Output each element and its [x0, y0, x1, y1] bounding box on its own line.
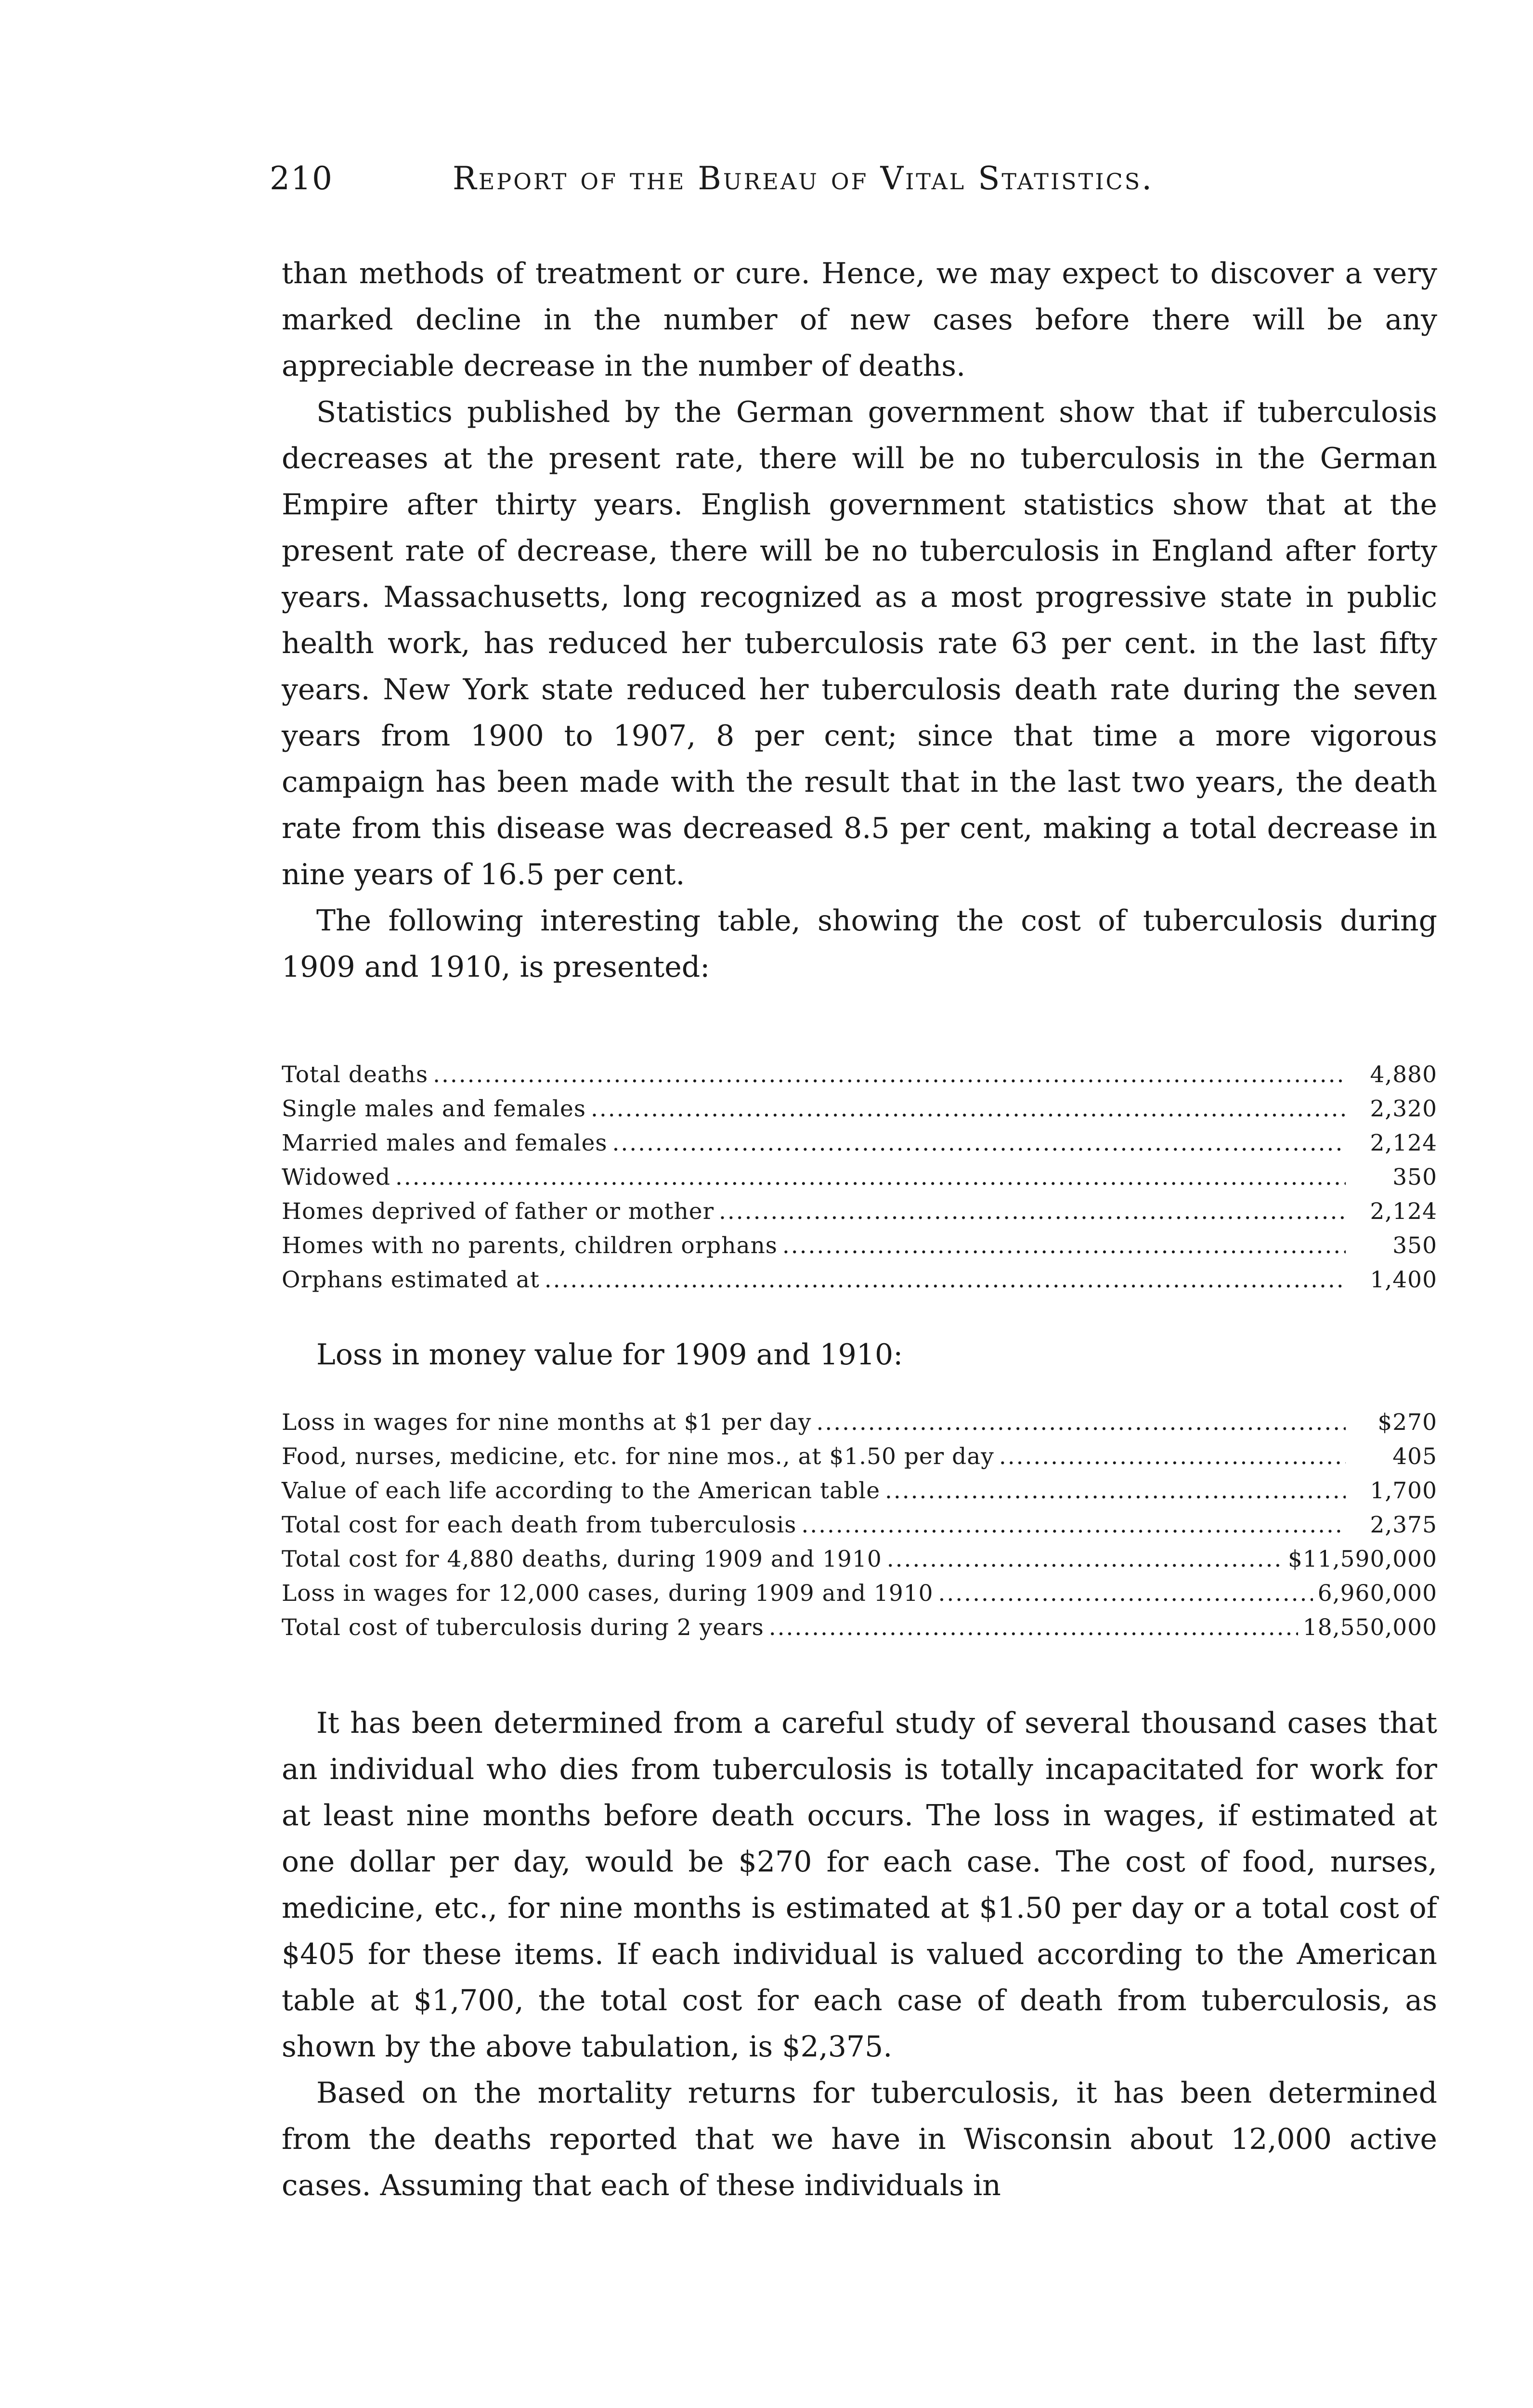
- page-number: 210: [270, 160, 333, 197]
- dot-leader: [719, 1194, 1346, 1229]
- dot-leader: [885, 1474, 1346, 1508]
- running-title: Report of the Bureau of Vital Statistics.: [453, 160, 1154, 197]
- dot-leader: [395, 1160, 1346, 1194]
- dot-leader: [801, 1508, 1346, 1542]
- table-row: [282, 1440, 1437, 1474]
- row-value: 350: [1392, 1164, 1437, 1191]
- row-value: 4,880: [1370, 1061, 1437, 1088]
- row-label: Homes with no parents, children orphans: [282, 1232, 778, 1259]
- row-label: Orphans estimated at: [282, 1267, 540, 1293]
- table-row: [282, 1542, 1437, 1576]
- row-value: $270: [1377, 1409, 1437, 1436]
- table-row: [282, 1092, 1437, 1126]
- paragraph-wisconsin-cases: Based on the mortality returns for tuberculosis, it has been determined from the deaths reported that we have in Wisconsin about 12,000 active cases. Assuming that each of these individuals in: [282, 2076, 1437, 2202]
- dot-leader: [816, 1405, 1346, 1440]
- row-label: Single males and females: [282, 1096, 586, 1122]
- row-value: 2,320: [1370, 1096, 1437, 1122]
- deaths-table: [282, 1058, 1437, 1297]
- paragraph-table-intro: The following interesting table, showing the cost of tuberculosis during 1909 and 1910, is presented:: [282, 904, 1437, 984]
- row-label: Homes deprived of father or mother: [282, 1198, 715, 1225]
- paragraph-continuation: than methods of treatment or cure. Hence, we may expect to discover a very marked decline in the number of new cases before there will be any appreciable decrease in the number of deaths.: [282, 257, 1437, 383]
- row-value: 2,124: [1370, 1198, 1437, 1225]
- table-row: [282, 1576, 1437, 1610]
- table-row: [282, 1160, 1437, 1194]
- page-header: [270, 154, 1435, 207]
- loss-heading: Loss in money value for 1909 and 1910:: [316, 1338, 903, 1372]
- row-value: 2,124: [1370, 1130, 1437, 1156]
- row-value: 2,375: [1370, 1512, 1437, 1538]
- row-value: 18,550,000: [1302, 1614, 1437, 1641]
- row-label: Widowed: [282, 1164, 391, 1191]
- dot-leader: [769, 1610, 1298, 1645]
- paragraph-cost-analysis: It has been determined from a careful study of several thousand cases that an individual who dies from tuberculosis is totally incapacitated for work for at least nine months before death occurs. The loss in wages, if estimated at one dollar per day, would be $270 for each case. The cost of food, nurses, medicine, etc., for nine months is estimated at $1.50 per day or a total cost of $405 for these items. If each individual is valued according to the American table at $1,700, the total cost for each case of death from tuberculosis, as shown by the above tabulation, is $2,375.: [282, 1706, 1437, 2064]
- table-row: [282, 1610, 1437, 1645]
- row-label: Married males and females: [282, 1130, 608, 1156]
- row-label: Total cost of tuberculosis during 2 years: [282, 1614, 764, 1641]
- dot-leader: [938, 1576, 1313, 1610]
- row-value: 405: [1392, 1443, 1437, 1470]
- row-label: Total deaths: [282, 1061, 429, 1088]
- table-row: [282, 1194, 1437, 1229]
- row-label: Loss in wages for 12,000 cases, during 1909 and 1910: [282, 1580, 934, 1607]
- body-text-bottom: [282, 1700, 1437, 2209]
- dot-leader: [887, 1542, 1283, 1576]
- body-text-top: [282, 250, 1437, 990]
- dot-leader: [782, 1229, 1346, 1263]
- row-value: 1,400: [1370, 1267, 1437, 1293]
- table-row: [282, 1229, 1437, 1263]
- table-row: [282, 1263, 1437, 1297]
- row-value: 1,700: [1370, 1478, 1437, 1504]
- row-label: Value of each life according to the American table: [282, 1478, 881, 1504]
- row-value: $11,590,000: [1287, 1546, 1437, 1572]
- row-value: 350: [1392, 1232, 1437, 1259]
- dot-leader: [591, 1092, 1346, 1126]
- table-row: [282, 1126, 1437, 1160]
- paragraph-statistics: Statistics published by the German government show that if tuberculosis decreases at the present rate, there will be no tuberculosis in the German Empire after thirty years. English government statistics show that at the present rate of decrease, there will be no tuberculosis in England after forty years. Massachusetts, long recognized as a most progressive state in public health work, has reduced her tuberculosis rate 63 per cent. in the last fifty years. New York state reduced her tuberculosis death rate during the seven years from 1900 to 1907, 8 per cent; since that time a more vigorous campaign has been made with the result that in the last two years, the death rate from this disease was decreased 8.5 per cent, making a total decrease in nine years of 16.5 per cent.: [282, 395, 1437, 891]
- loss-table: [282, 1405, 1437, 1645]
- table-row: [282, 1508, 1437, 1542]
- dot-leader: [612, 1126, 1346, 1160]
- row-label: Total cost for 4,880 deaths, during 1909 and 1910: [282, 1546, 882, 1572]
- dot-leader: [433, 1058, 1346, 1092]
- row-label: Loss in wages for nine months at $1 per day: [282, 1409, 812, 1436]
- row-label: Total cost for each death from tuberculosis: [282, 1512, 797, 1538]
- table-row: [282, 1474, 1437, 1508]
- row-label: Food, nurses, medicine, etc. for nine mos., at $1.50 per day: [282, 1443, 994, 1470]
- dot-leader: [999, 1440, 1346, 1474]
- table-row: [282, 1058, 1437, 1092]
- row-value: 6,960,000: [1317, 1580, 1437, 1607]
- dot-leader: [545, 1263, 1346, 1297]
- table-row: [282, 1405, 1437, 1440]
